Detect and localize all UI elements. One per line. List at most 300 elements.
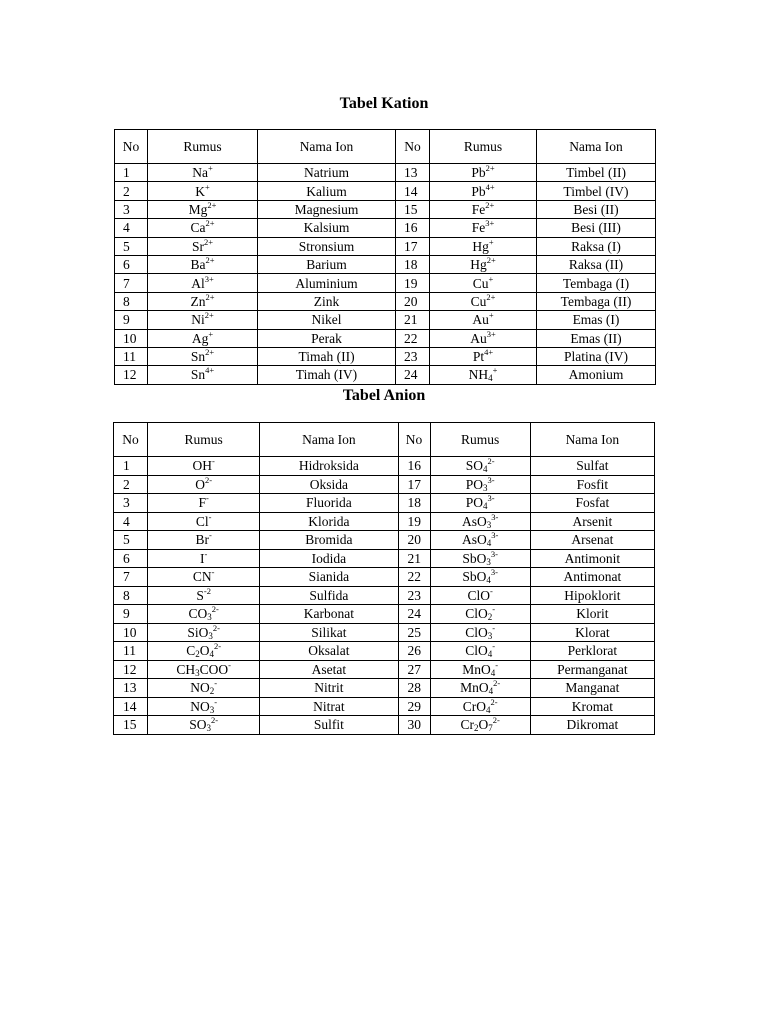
ion-formula: [430, 237, 537, 255]
kation-row: [115, 164, 656, 182]
ion-number: 7: [114, 568, 148, 587]
anion-header-nama-left: Nama Ion: [260, 423, 398, 457]
ion-name: Timbel (IV): [537, 182, 656, 200]
kation-header-no-right: No: [396, 130, 430, 164]
ion-charge: 2-: [214, 641, 222, 652]
ion-name: Tembaga (II): [537, 292, 656, 310]
formula-subscript: 4: [482, 501, 488, 512]
ion-formula: [148, 512, 260, 531]
ion-name: Fosfat: [530, 494, 654, 513]
formula-subscript: 4: [488, 686, 494, 697]
anion-row: [114, 697, 655, 716]
kation-table-body: [115, 164, 656, 385]
formula-subscript: 2: [195, 649, 200, 660]
formula-subscript: 4: [486, 575, 491, 586]
ion-name: Timbel (II): [537, 164, 656, 182]
ion-formula: [148, 623, 260, 642]
formula-symbol: AsO: [461, 513, 487, 529]
ion-number: 25: [398, 623, 430, 642]
ion-formula: [430, 219, 537, 237]
anion-row: [114, 679, 655, 698]
formula-symbol: SO: [465, 458, 483, 474]
ion-formula: [148, 237, 258, 255]
ion-number: 12: [115, 366, 148, 384]
ion-formula: [148, 549, 260, 568]
ion-charge: 3-: [487, 475, 495, 485]
ion-charge: -: [206, 493, 209, 504]
ion-charge: 2-: [212, 623, 220, 633]
kation-header-rumus-left: Rumus: [148, 130, 258, 164]
anion-table-title: Tabel Anion: [342, 387, 426, 404]
ion-number: 15: [114, 716, 148, 735]
ion-name: Hipoklorit: [530, 586, 654, 605]
ion-name: Sulfit: [260, 716, 398, 735]
ion-charge: -: [492, 623, 496, 633]
ion-number: 16: [396, 219, 430, 237]
anion-row: [114, 642, 655, 661]
ion-number: 12: [114, 660, 148, 679]
ion-charge: -: [208, 512, 212, 522]
ion-name: Natrium: [258, 164, 396, 182]
anion-header-nama-right: Nama Ion: [530, 423, 654, 457]
ion-name: Iodida: [260, 549, 398, 568]
ion-charge: -: [211, 567, 215, 578]
ion-number: 3: [115, 200, 148, 218]
ion-formula: [148, 329, 258, 347]
formula-symbol: F: [198, 495, 206, 511]
ion-number: 6: [115, 255, 148, 273]
ion-name: Perklorat: [530, 642, 654, 661]
formula-subscript: 4: [490, 667, 496, 678]
ion-number: 17: [398, 475, 430, 494]
formula-symbol: COO: [199, 661, 229, 677]
formula-symbol: CH: [176, 661, 196, 677]
formula-symbol: CO: [188, 606, 208, 622]
ion-charge: 2-: [487, 456, 495, 467]
ion-name: Emas (II): [537, 329, 656, 347]
ion-formula: [430, 457, 530, 476]
ion-name: Sulfida: [260, 586, 398, 605]
ion-charge: 2-: [493, 678, 501, 689]
ion-number: 21: [398, 549, 430, 568]
anion-row: [114, 457, 655, 476]
formula-subscript: 4: [486, 538, 492, 549]
ion-formula: [148, 531, 260, 550]
formula-symbol: SO: [189, 717, 207, 733]
ion-number: 1: [115, 164, 148, 182]
formula-symbol: Br: [195, 532, 209, 548]
formula-symbol: Sn: [190, 367, 206, 383]
ion-formula: [148, 366, 258, 384]
ion-name: Raksa (I): [537, 237, 656, 255]
ion-name: Sulfat: [530, 457, 654, 476]
ion-number: 11: [114, 642, 148, 661]
kation-row: [115, 237, 656, 255]
ion-charge: -: [208, 530, 212, 541]
formula-subscript: 4: [487, 649, 493, 660]
ion-formula: [430, 255, 537, 273]
formula-symbol: NO: [190, 698, 210, 714]
ion-number: 21: [396, 311, 430, 329]
formula-symbol: OH: [192, 458, 212, 474]
ion-name: Aluminium: [258, 274, 396, 292]
ion-formula: [430, 605, 530, 624]
anion-row: [114, 586, 655, 605]
formula-subscript: 3: [209, 704, 215, 715]
ion-name: Kromat: [530, 697, 654, 716]
ion-number: 17: [396, 237, 430, 255]
ion-formula: [430, 200, 537, 218]
ion-number: 24: [398, 605, 430, 624]
ion-formula: [148, 679, 260, 698]
formula-symbol: Fe: [471, 220, 486, 236]
formula-subscript: 7: [488, 723, 493, 734]
ion-number: 19: [398, 512, 430, 531]
ion-number: 27: [398, 660, 430, 679]
ion-formula: [148, 568, 260, 587]
ion-formula: [430, 623, 530, 642]
ion-formula: [148, 200, 258, 218]
ion-name: Dikromat: [530, 716, 654, 735]
ion-number: 3: [114, 494, 148, 513]
ion-name: Hidroksida: [260, 457, 398, 476]
ion-charge: 3-: [491, 512, 499, 522]
formula-symbol: Ag: [191, 330, 209, 346]
ion-charge: 4+: [205, 365, 215, 376]
formula-symbol: SbO: [462, 550, 487, 566]
ion-number: 15: [396, 200, 430, 218]
ion-number: 18: [398, 494, 430, 513]
ion-formula: [430, 716, 530, 735]
ion-charge: -: [214, 697, 218, 707]
ion-number: 6: [114, 549, 148, 568]
kation-table-title: Tabel Kation: [339, 95, 429, 112]
ion-charge: +: [488, 237, 494, 247]
ion-name: Antimonat: [530, 568, 654, 587]
ion-charge: 2+: [205, 218, 215, 229]
formula-symbol: K: [195, 183, 205, 199]
ion-charge: 3+: [204, 273, 214, 284]
formula-symbol: CN: [192, 569, 212, 585]
ion-name: Nitrat: [260, 697, 398, 716]
ion-charge: 2+: [204, 310, 214, 321]
ion-charge: 3+: [485, 218, 495, 229]
formula-subscript: 4: [488, 373, 493, 384]
anion-row: [114, 512, 655, 531]
kation-row: [115, 292, 656, 310]
ion-formula: [148, 219, 258, 237]
ion-name: Barium: [258, 255, 396, 273]
formula-symbol: O: [478, 717, 489, 733]
ion-charge: -: [214, 678, 218, 689]
formula-subscript: 2: [473, 723, 479, 734]
ion-name: Klorit: [530, 605, 654, 624]
kation-header-no-left: No: [115, 130, 148, 164]
ion-name: Arsenit: [530, 512, 654, 531]
ion-name: Bromida: [260, 531, 398, 550]
ion-name: Nitrit: [260, 679, 398, 698]
ion-number: 9: [115, 311, 148, 329]
ion-number: 5: [114, 531, 148, 550]
kation-row: [115, 311, 656, 329]
formula-symbol: SbO: [462, 569, 487, 585]
ion-charge: +: [207, 163, 213, 174]
ion-number: 8: [115, 292, 148, 310]
ion-formula: [430, 329, 537, 347]
ion-charge: 2-: [211, 715, 219, 726]
ion-formula: [148, 494, 260, 513]
ion-charge: 4+: [485, 181, 495, 192]
formula-symbol: NO: [190, 680, 210, 696]
anion-table-body: [114, 457, 655, 735]
formula-symbol: O: [199, 643, 210, 659]
formula-symbol: MnO: [460, 680, 489, 696]
formula-symbol: Au: [470, 330, 487, 346]
anion-header-rumus-right: Rumus: [430, 423, 530, 457]
kation-row: [115, 329, 656, 347]
ion-formula: [148, 697, 260, 716]
kation-row: [115, 347, 656, 365]
ion-name: Arsenat: [530, 531, 654, 550]
ion-charge: 3+: [486, 329, 496, 339]
ion-formula: [148, 642, 260, 661]
ion-charge: 3-: [490, 549, 498, 559]
formula-symbol: Cl: [195, 513, 209, 529]
ion-number: 13: [114, 679, 148, 698]
ion-charge: 3-: [490, 567, 498, 578]
formula-symbol: Hg: [472, 238, 489, 254]
ion-formula: [148, 255, 258, 273]
ion-number: 13: [396, 164, 430, 182]
kation-header-rumus-right: Rumus: [430, 130, 537, 164]
formula-symbol: Mg: [188, 201, 208, 217]
ion-charge: 4+: [484, 347, 494, 358]
ion-formula: [148, 457, 260, 476]
ion-number: 18: [396, 255, 430, 273]
ion-name: Stronsium: [258, 237, 396, 255]
formula-symbol: Cu: [472, 275, 489, 291]
formula-subscript: 3: [195, 667, 200, 678]
ion-formula: [430, 549, 530, 568]
ion-name: Antimonit: [530, 549, 654, 568]
ion-number: 20: [398, 531, 430, 550]
ion-charge: 2-: [211, 604, 219, 615]
ion-name: Fluorida: [260, 494, 398, 513]
ion-formula: [430, 697, 530, 716]
kation-row: [115, 255, 656, 273]
formula-symbol: Fe: [471, 201, 486, 217]
formula-subscript: 3: [206, 723, 211, 734]
ion-name: Timah (II): [258, 347, 396, 365]
ion-formula: [430, 660, 530, 679]
ion-number: 23: [398, 586, 430, 605]
formula-symbol: Na: [192, 165, 208, 181]
formula-symbol: ClO: [467, 587, 490, 603]
ion-number: 22: [396, 329, 430, 347]
kation-header-nama-left: Nama Ion: [258, 130, 396, 164]
ion-charge: 2+: [485, 163, 495, 174]
ion-number: 14: [396, 182, 430, 200]
ion-charge: -: [204, 549, 208, 559]
anion-row: [114, 716, 655, 735]
ion-charge: 2-: [204, 475, 213, 485]
ion-charge: -: [489, 586, 493, 596]
ion-name: Oksida: [260, 475, 398, 494]
kation-row: [115, 200, 656, 218]
ion-charge: 2-: [492, 715, 500, 726]
formula-subscript: 3: [208, 630, 213, 641]
formula-symbol: S: [196, 587, 204, 603]
ion-name: Sianida: [260, 568, 398, 587]
ion-name: Nikel: [258, 311, 396, 329]
anion-row: [114, 475, 655, 494]
kation-row: [115, 366, 656, 384]
ion-number: 11: [115, 347, 148, 365]
ion-number: 16: [398, 457, 430, 476]
ion-number: 9: [114, 605, 148, 624]
ion-formula: [430, 366, 537, 384]
kation-row: [115, 219, 656, 237]
ion-name: Klorida: [260, 512, 398, 531]
ion-charge: +: [204, 181, 210, 192]
formula-symbol: Cr: [460, 717, 474, 733]
ion-formula: [430, 586, 530, 605]
ion-number: 10: [115, 329, 148, 347]
ion-charge: 3-: [491, 530, 499, 541]
ion-number: 28: [398, 679, 430, 698]
ion-number: 4: [114, 512, 148, 531]
ion-charge: 2+: [485, 200, 495, 210]
anion-header-row: [114, 423, 655, 457]
formula-symbol: I: [199, 550, 205, 566]
formula-symbol: Hg: [470, 257, 487, 273]
kation-table: [114, 129, 656, 385]
ion-name: Besi (II): [537, 200, 656, 218]
formula-symbol: Pb: [471, 165, 486, 181]
ion-number: 22: [398, 568, 430, 587]
ion-number: 8: [114, 586, 148, 605]
ion-formula: [148, 605, 260, 624]
ion-formula: [430, 347, 537, 365]
ion-charge: -: [492, 641, 496, 652]
ion-name: Amonium: [537, 366, 656, 384]
formula-subscript: 3: [487, 630, 493, 641]
ion-number: 24: [396, 366, 430, 384]
formula-subscript: 3: [482, 482, 488, 493]
formula-subscript: 3: [207, 612, 212, 623]
formula-symbol: MnO: [462, 661, 491, 677]
ion-number: 20: [396, 292, 430, 310]
formula-subscript: 2: [487, 612, 493, 623]
formula-symbol: Cu: [470, 293, 487, 309]
kation-row: [115, 182, 656, 200]
ion-name: Manganat: [530, 679, 654, 698]
ion-name: Tembaga (I): [537, 274, 656, 292]
formula-subscript: 3: [486, 519, 492, 530]
ion-formula: [148, 292, 258, 310]
ion-charge: 2+: [205, 292, 215, 302]
formula-symbol: ClO: [465, 606, 488, 622]
ion-charge: 2-: [490, 697, 498, 707]
ion-number: 2: [115, 182, 148, 200]
anion-row: [114, 623, 655, 642]
ion-formula: [148, 182, 258, 200]
ion-name: Raksa (II): [537, 255, 656, 273]
ion-charge: -: [228, 660, 231, 670]
ion-formula: [148, 311, 258, 329]
ion-charge: +: [488, 310, 494, 321]
anion-header-no-right: No: [398, 423, 430, 457]
ion-charge: -: [492, 604, 496, 615]
ion-name: Kalsium: [258, 219, 396, 237]
ion-formula: [148, 586, 260, 605]
ion-formula: [430, 164, 537, 182]
ion-name: Platina (IV): [537, 347, 656, 365]
formula-symbol: Ba: [190, 257, 206, 273]
ion-formula: [430, 642, 530, 661]
ion-formula: [148, 660, 260, 679]
formula-symbol: Sn: [190, 349, 206, 365]
ion-name: Timah (IV): [258, 366, 396, 384]
ion-name: Fosfit: [530, 475, 654, 494]
formula-symbol: AsO: [461, 532, 487, 548]
ion-formula: [430, 292, 537, 310]
ion-charge: -: [495, 660, 499, 670]
formula-subscript: 4: [482, 464, 488, 475]
ion-formula: [430, 311, 537, 329]
ion-number: 23: [396, 347, 430, 365]
formula-symbol: O: [195, 476, 205, 492]
ion-charge: +: [488, 273, 494, 284]
ion-charge: 2+: [207, 200, 217, 210]
ion-name: Karbonat: [260, 605, 398, 624]
kation-header-row: [115, 130, 656, 164]
ion-formula: [148, 475, 260, 494]
ion-number: 1: [114, 457, 148, 476]
ion-charge: 3-: [487, 493, 495, 504]
ion-charge: 2+: [205, 255, 215, 266]
ion-number: 29: [398, 697, 430, 716]
anion-table: [113, 422, 655, 735]
anion-header-rumus-left: Rumus: [148, 423, 260, 457]
ion-name: Besi (III): [537, 219, 656, 237]
ion-name: Klorat: [530, 623, 654, 642]
ion-formula: [430, 512, 530, 531]
ion-number: 7: [115, 274, 148, 292]
anion-row: [114, 494, 655, 513]
formula-symbol: NH: [468, 367, 489, 383]
ion-charge: -: [211, 456, 215, 467]
ion-charge: +: [208, 329, 214, 339]
ion-number: 5: [115, 237, 148, 255]
formula-symbol: C: [186, 643, 196, 659]
anion-row: [114, 549, 655, 568]
anion-row: [114, 568, 655, 587]
ion-charge: +: [492, 365, 498, 376]
ion-number: 30: [398, 716, 430, 735]
ion-formula: [430, 679, 530, 698]
anion-row: [114, 660, 655, 679]
formula-symbol: Zn: [190, 293, 206, 309]
ion-number: 19: [396, 274, 430, 292]
formula-symbol: SiO: [187, 624, 209, 640]
ion-number: 10: [114, 623, 148, 642]
formula-symbol: PO: [465, 495, 483, 511]
ion-name: Asetat: [260, 660, 398, 679]
ion-name: Oksalat: [260, 642, 398, 661]
ion-charge: 2+: [486, 255, 496, 266]
formula-symbol: Al: [191, 275, 205, 291]
